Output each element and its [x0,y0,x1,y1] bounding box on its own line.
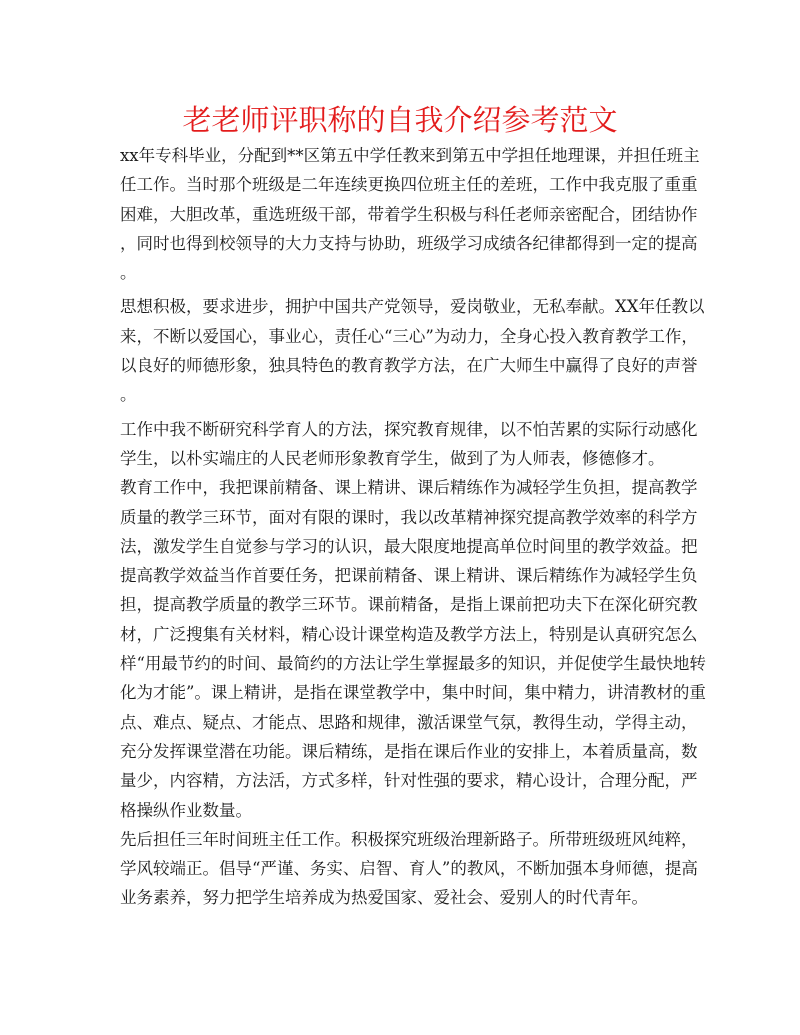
text-line: ，同时也得到校领导的大力支持与协助，班级学习成绩各纪律都得到一定的提高 [120,233,698,253]
text-line: 充分发挥课堂潜在功能。课后精练，是指在课后作业的安排上，本着质量高，数 [120,741,698,761]
text-line: 先后担任三年时间班主任工作。积极探究班级治理新路子。所带班级班风纯粹， [120,829,698,849]
text-line: 法，激发学生自觉参与学习的认识，最大限度地提高单位时间里的教学效益。把 [120,536,698,556]
text-line: 样“用最节约的时间、最简约的方法让学生掌握最多的知识，并促使学生最快地转 [120,654,706,674]
document-title: 老老师评职称的自我介绍参考范文 [182,103,618,137]
text-line: 量少，内容精，方法活，方式多样，针对性强的要求，精心设计，合理分配，严 [120,771,698,791]
text-line: 提高教学效益当作首要任务，把课前精备、课上精讲、课后精练作为减轻学生负 [120,566,698,586]
text-line: 。 [120,385,137,405]
text-line: 工作中我不断研究科学育人的方法，探究教育规律，以不怕苦累的实际行动感化 [120,419,698,439]
text-line: 学生，以朴实端庄的人民老师形象教育学生，做到了为人师表，修德修才。 [120,448,665,468]
text-line: 。 [120,263,137,283]
text-line: xx年专科毕业，分配到**区第五中学任教来到第五中学担任地理课，并担任班主 [120,146,700,165]
text-line: 材，广泛搜集有关材料，精心设计课堂构造及教学方法上，特别是认真研究怎么 [120,624,698,644]
document-body [120,141,706,913]
text-line: 质量的教学三环节，面对有限的课时，我以改革精神探究提高教学效率的科学方 [120,507,698,527]
paragraph-5 [120,825,698,913]
text-line: 以良好的师德形象，独具特色的教育教学方法，在广大师生中赢得了良好的声誉 [120,356,698,376]
paragraph-2 [120,292,705,409]
text-line: 思想积极，要求进步，拥护中国共产党领导，爱岗敬业，无私奉献。XX年任教以 [120,297,705,317]
paragraph-3 [120,415,698,474]
text-line: 业务素养，努力把学生培养成为热爱国家、爱社会、爱别人的时代青年。 [120,888,648,908]
text-line: 教育工作中，我把课前精备、课上精讲、课后精练作为减轻学生负担，提高教学 [120,478,698,498]
text-line: 任工作。当时那个班级是二年连续更换四位班主任的差班，工作中我克服了重重 [120,175,698,195]
paragraph-4 [120,473,706,825]
text-line: 格操纵作业数量。 [120,800,252,820]
text-line: 学风较端正。倡导“严谨、务实、启智、育人”的教风，不断加强本身师德，提高 [120,859,698,879]
text-line: 点、难点、疑点、才能点、思路和规律，激活课堂气氛，教得生动，学得主动， [120,712,698,732]
text-line: 化为才能”。课上精讲，是指在课堂教学中，集中时间，集中精力，讲清教材的重 [120,683,706,703]
text-line: 困难，大胆改革，重选班级干部，带着学生积极与科任老师亲密配合，团结协作 [120,204,698,224]
paragraph-1 [120,141,700,287]
text-line: 担，提高教学质量的教学三环节。课前精备，是指上课前把功夫下在深化研究教 [120,595,698,615]
text-line: 来，不断以爱国心，事业心，责任心“三心”为动力，全身心投入教育教学工作， [120,326,698,346]
